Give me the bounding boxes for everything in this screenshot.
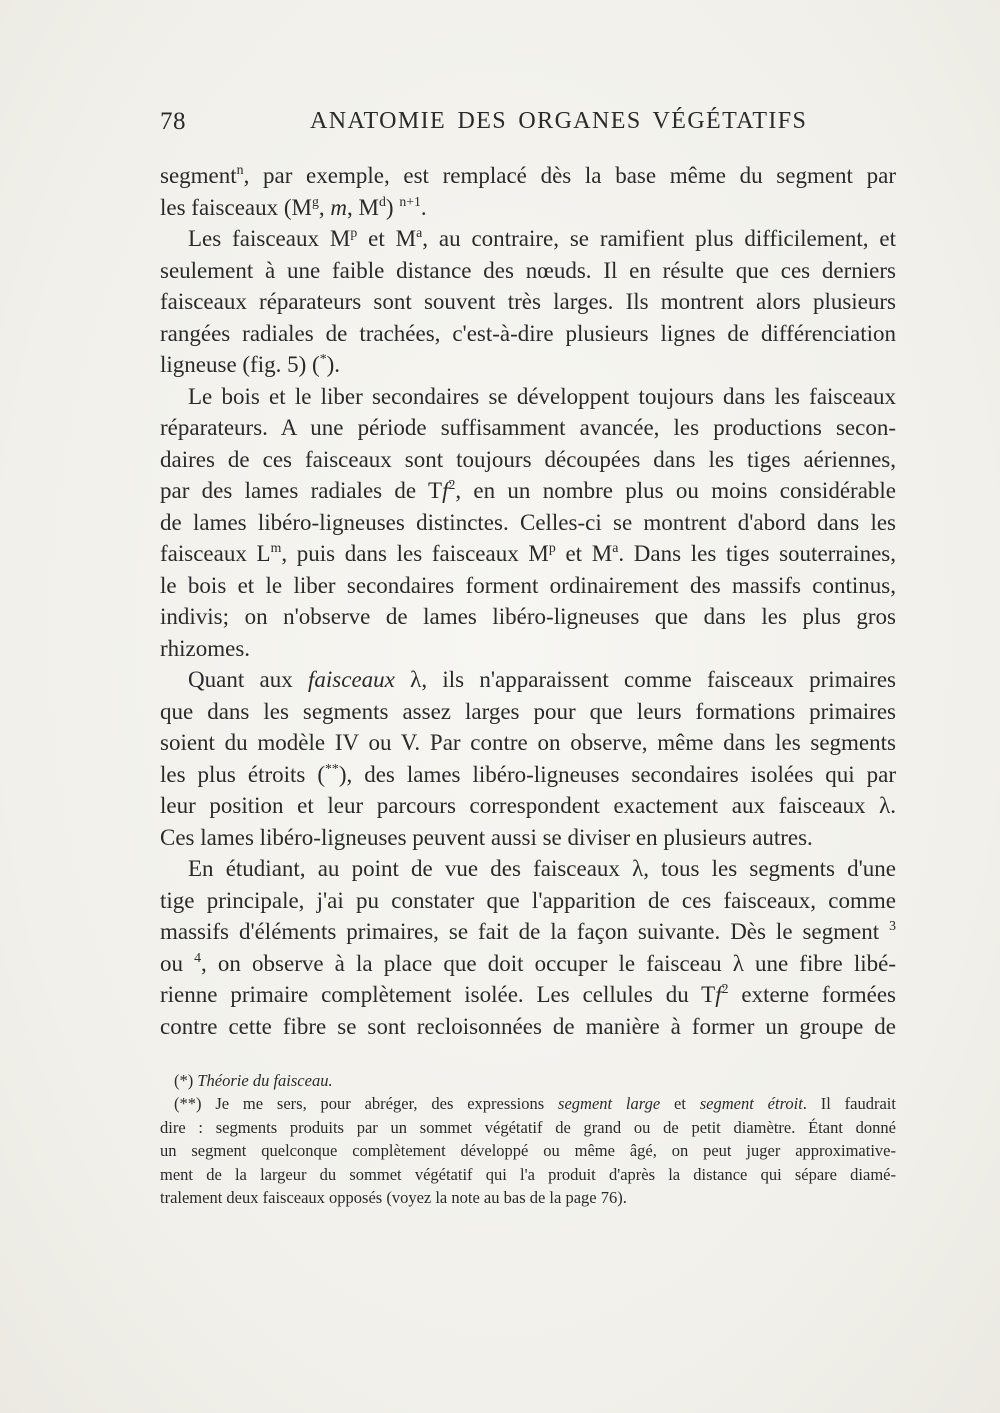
text-line: rangées radiales de trachées, c'est-à-dire plusieurs lignes de différenciation bbox=[160, 320, 896, 346]
running-title: ANATOMIE DES ORGANES VÉGÉTATIFS bbox=[310, 108, 808, 134]
text-line: de lames libéro-ligneuses distinctes. Celles-ci se montrent d'abord dans les bbox=[160, 509, 896, 535]
text-line: ou $^4$, on observe à la place que doit occuper le faisceau λ une fibre libé- bbox=[160, 949, 896, 976]
text-line: Ces lames libéro-ligneuses peuvent aussi se diviser en plusieurs autres. bbox=[160, 824, 813, 850]
text-line: indivis; on n'observe de lames libéro-ligneuses que dans les plus gros bbox=[160, 604, 896, 629]
paragraph-start: Le bois et le liber secondaires se développent toujours dans les faisceaux bbox=[188, 383, 896, 409]
main-text bbox=[160, 160, 896, 1042]
text-line: contre cette fibre se sont recloisonnées de manière à former un groupe de bbox=[160, 1013, 896, 1039]
text-line: massifs d'éléments primaires, se fait de la façon suivante. Dès le segment $^3$ bbox=[160, 918, 896, 944]
text-line: les plus étroits (**), des lames libéro-ligneuses secondaires isolées qui par bbox=[160, 760, 896, 787]
footnotes bbox=[160, 1069, 896, 1209]
footnote-line: tralement deux faisceaux opposés (voyez la note au bas de la page 76). bbox=[160, 1187, 627, 1207]
text-line: soient du modèle IV ou V. Par contre on observe, même dans les segments bbox=[160, 730, 896, 755]
text-line: faisceaux $L^m$, puis dans les faisceaux $M^p$ et $M^a$. Dans les tiges souterraines, bbox=[160, 540, 896, 566]
text-line: leur position et leur parcours correspondent exactement aux faisceaux λ. bbox=[160, 793, 896, 818]
text-line: le bois et le liber secondaires forment ordinairement des massifs continus, bbox=[160, 572, 896, 598]
footnote-line: dire : segments produits par un sommet végétatif de grand ou de petit diamètre. Étant donné bbox=[160, 1117, 896, 1137]
paragraph-start: Quant aux faisceaux λ, ils n'apparaissent comme faisceaux primaires bbox=[188, 667, 896, 692]
text-line: rhizomes. bbox=[160, 635, 251, 661]
footnote-line: un segment quelconque complètement développé ou même âgé, on peut juger approximative- bbox=[160, 1141, 896, 1161]
text-line: faisceaux réparateurs sont souvent très larges. Ils montrent alors plusieurs bbox=[160, 289, 896, 314]
text-line: tige principale, j'ai pu constater que l'apparition de ces faisceaux, comme bbox=[160, 887, 896, 913]
text-line: seulement à une faible distance des nœuds. Il en résulte que ces derniers bbox=[160, 257, 896, 283]
page-number: 78 bbox=[160, 108, 186, 135]
footnote-1: (*) Théorie du faisceau. bbox=[174, 1071, 333, 1090]
page-header bbox=[160, 108, 896, 144]
paragraph-start: En étudiant, au point de vue des faisceaux λ, tous les segments d'une bbox=[188, 856, 896, 881]
text-line: ligneuse (fig. 5) (*). bbox=[160, 351, 341, 377]
text-line: par des lames radiales de Tf$^2$, en un nombre plus ou moins considérable bbox=[160, 477, 896, 503]
footnote-line: ment de la largeur du sommet végétatif qui l'a produit d'après la distance qui sépare diamé- bbox=[160, 1164, 896, 1184]
text-line: rienne primaire complètement isolée. Les cellules du Tf$^2$ externe formées bbox=[160, 981, 896, 1007]
text-line: que dans les segments assez larges pour que leurs formations primaires bbox=[160, 698, 896, 724]
text-line: segment$^n$, par exemple, est remplacé dès la base même du segment par bbox=[160, 162, 896, 188]
text-line: daires de ces faisceaux sont toujours découpées dans les tiges aériennes, bbox=[160, 446, 896, 472]
paragraph-start: Les faisceaux $M^p$ et $M^a$, au contraire, se ramifient plus difficilement, et bbox=[188, 225, 896, 251]
text-line: les faisceaux ($M^g$, m, $M^d$) $^{n+1}$. bbox=[160, 193, 427, 220]
footnote-2: (**) Je me sers, pour abréger, des expressions segment large et segment étroit. Il faudrait bbox=[174, 1094, 896, 1114]
text-line: réparateurs. A une période suffisamment avancée, les productions secon- bbox=[160, 415, 896, 440]
